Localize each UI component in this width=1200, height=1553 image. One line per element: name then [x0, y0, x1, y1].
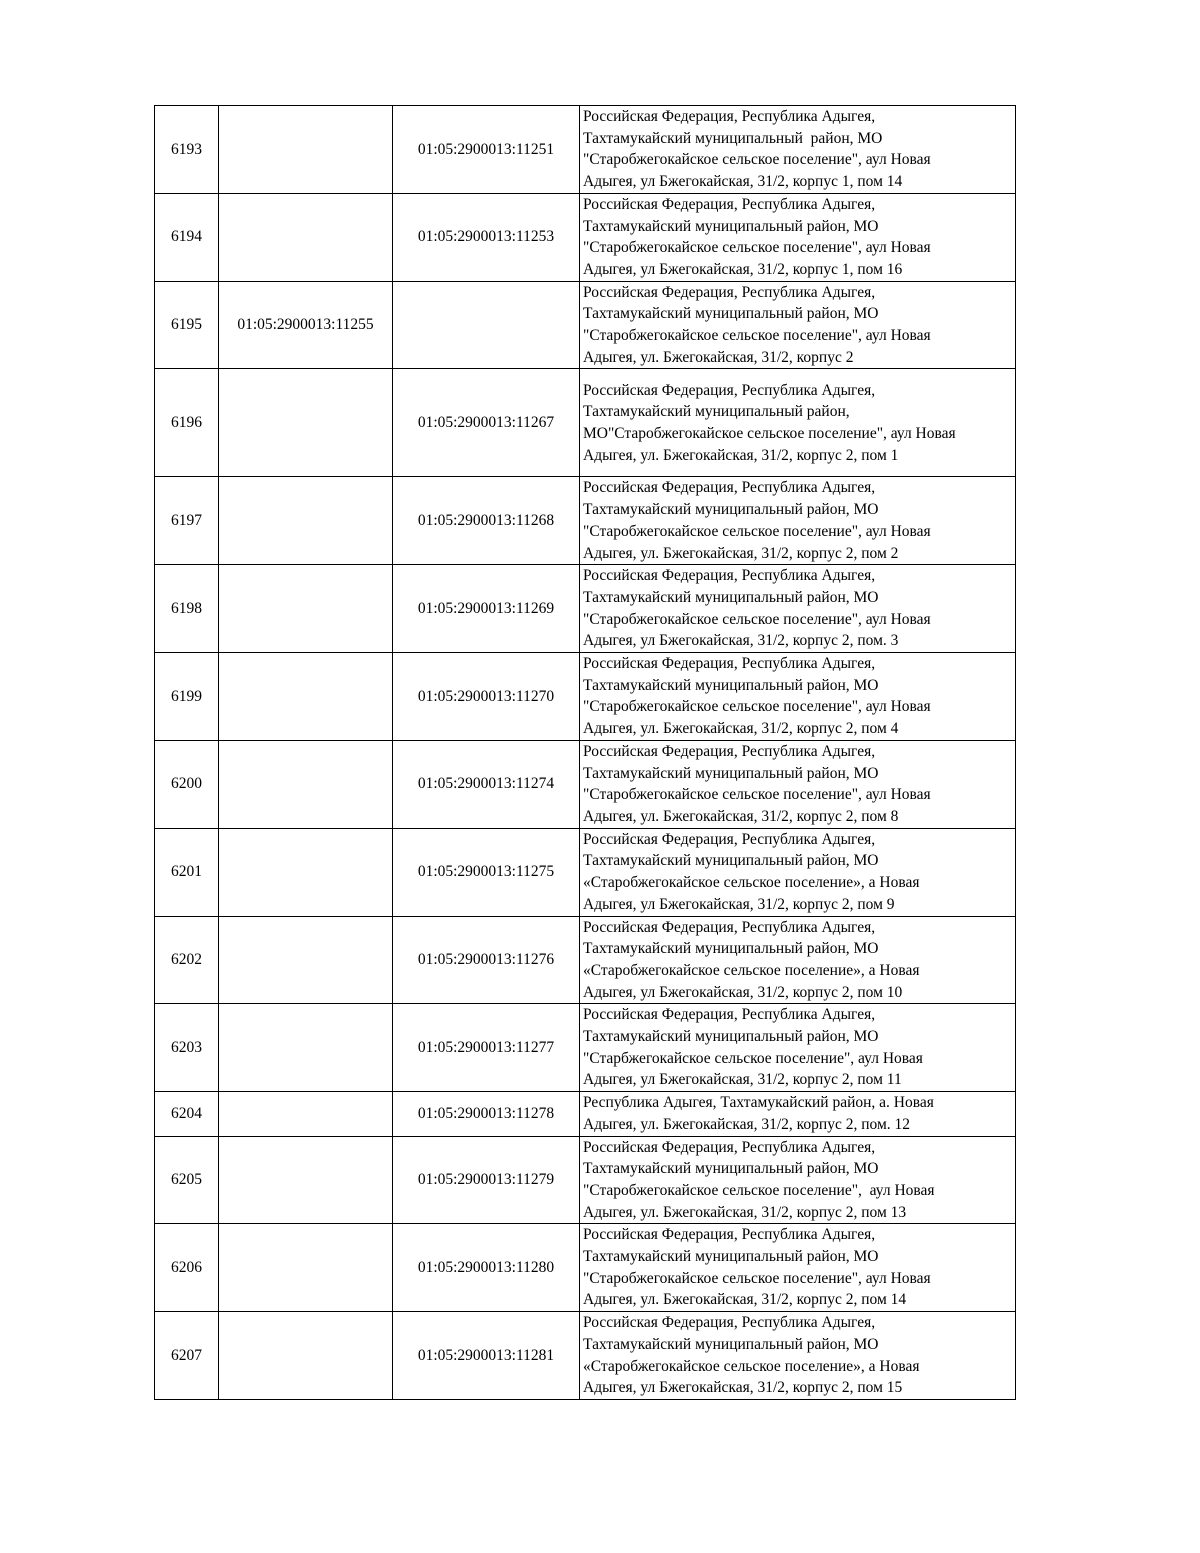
cadastral-number-primary	[219, 565, 393, 653]
registry-table	[154, 105, 1016, 1400]
address-cell	[580, 281, 1016, 369]
address-line: Адыгея, ул Бжегокайская, 31/2, корпус 1, пом 16	[583, 260, 903, 278]
address-line: Адыгея, ул Бжегокайская, 31/2, корпус 2, пом 15	[583, 1379, 903, 1397]
table-row	[155, 477, 1016, 565]
cadastral-number-primary	[219, 828, 393, 916]
address-cell	[580, 828, 1016, 916]
cadastral-number-primary	[219, 740, 393, 828]
address-cell	[580, 916, 1016, 1004]
address-line: Тахтамукайский муниципальный район, МО	[583, 676, 879, 694]
row-number: 6206	[155, 1224, 219, 1312]
row-number: 6195	[155, 281, 219, 369]
table-row	[155, 916, 1016, 1004]
address-line: Российская Федерация, Республика Адыгея,	[583, 567, 876, 585]
cadastral-number-primary	[219, 106, 393, 194]
address-line: Тахтамукайский муниципальный район, МО	[583, 588, 879, 606]
cadastral-number-primary	[219, 193, 393, 281]
cadastral-number-primary	[219, 369, 393, 477]
registry-table-body	[155, 106, 1016, 1400]
address-line: «Старобжегокайское сельское поселение», а Новая	[583, 874, 920, 892]
cadastral-number-premises: 01:05:2900013:11268	[393, 477, 580, 565]
address-line: "Старобжегокайское сельское поселение", аул Новая	[583, 1181, 935, 1199]
cadastral-number-premises: 01:05:2900013:11279	[393, 1136, 580, 1224]
table-row	[155, 1092, 1016, 1136]
address-line: "Старобжегокайское сельское поселение", аул Новая	[583, 786, 931, 804]
address-line: Российская Федерация, Республика Адыгея,	[583, 742, 876, 760]
address-line: Тахтамукайский муниципальный район, МО	[583, 1335, 879, 1353]
address-line: Адыгея, ул. Бжегокайская, 31/2, корпус 2	[583, 348, 854, 366]
row-number: 6202	[155, 916, 219, 1004]
address-line: Республика Адыгея, Тахтамукайский район, а. Новая	[583, 1094, 934, 1112]
cadastral-number-premises: 01:05:2900013:11253	[393, 193, 580, 281]
address-line: Адыгея, ул. Бжегокайская, 31/2, корпус 2, пом 1	[583, 446, 899, 464]
address-line: Адыгея, ул Бжегокайская, 31/2, корпус 2, пом. 3	[583, 632, 899, 650]
address-cell	[580, 565, 1016, 653]
address-line: Тахтамукайский муниципальный район, МО	[583, 1028, 879, 1046]
cadastral-number-premises: 01:05:2900013:11251	[393, 106, 580, 194]
address-line: Российская Федерация, Республика Адыгея,	[583, 655, 876, 673]
address-line: Тахтамукайский муниципальный район, МО	[583, 1160, 879, 1178]
address-line: МО"Старобжегокайское сельское поселение", аул Новая	[583, 424, 956, 442]
cadastral-number-premises: 01:05:2900013:11276	[393, 916, 580, 1004]
address-line: Тахтамукайский муниципальный район, МО	[583, 501, 879, 519]
cadastral-number-premises: 01:05:2900013:11274	[393, 740, 580, 828]
row-number: 6200	[155, 740, 219, 828]
row-number: 6197	[155, 477, 219, 565]
row-number: 6199	[155, 653, 219, 741]
row-number: 6205	[155, 1136, 219, 1224]
address-line: Российская Федерация, Республика Адыгея,	[583, 1006, 876, 1024]
row-number: 6207	[155, 1312, 219, 1400]
table-row	[155, 740, 1016, 828]
address-line: "Старобжегокайское сельское поселение", аул Новая	[583, 327, 931, 345]
table-row	[155, 369, 1016, 477]
address-cell	[580, 193, 1016, 281]
address-line: Российская Федерация, Республика Адыгея,	[583, 479, 876, 497]
cadastral-number-primary	[219, 1004, 393, 1092]
address-line: Российская Федерация, Республика Адыгея,	[583, 1138, 876, 1156]
address-cell	[580, 1004, 1016, 1092]
row-number: 6204	[155, 1092, 219, 1136]
address-line: Тахтамукайский муниципальный район, МО	[583, 940, 879, 958]
address-line: Адыгея, ул Бжегокайская, 31/2, корпус 1, пом 14	[583, 173, 903, 191]
cadastral-number-premises	[393, 281, 580, 369]
address-line: Российская Федерация, Республика Адыгея,	[583, 830, 876, 848]
cadastral-number-primary: 01:05:2900013:11255	[219, 281, 393, 369]
row-number: 6196	[155, 369, 219, 477]
table-row	[155, 1004, 1016, 1092]
address-line: "Старобжегокайское сельское поселение", аул Новая	[583, 698, 931, 716]
address-cell	[580, 1224, 1016, 1312]
address-line: Российская Федерация, Республика Адыгея,	[583, 1226, 876, 1244]
address-line: Российская Федерация, Республика Адыгея,	[583, 283, 876, 301]
address-line: Российская Федерация, Республика Адыгея,	[583, 918, 876, 936]
address-cell	[580, 106, 1016, 194]
address-line: Российская Федерация, Республика Адыгея,	[583, 108, 876, 125]
table-row	[155, 281, 1016, 369]
cadastral-number-primary	[219, 1312, 393, 1400]
row-number: 6198	[155, 565, 219, 653]
address-line: Адыгея, ул. Бжегокайская, 31/2, корпус 2, пом. 12	[583, 1115, 911, 1133]
address-line: Адыгея, ул. Бжегокайская, 31/2, корпус 2, пом 8	[583, 807, 899, 825]
table-row	[155, 1312, 1016, 1400]
address-line: Тахтамукайский муниципальный район, МО	[583, 852, 879, 870]
address-line: Российская Федерация, Республика Адыгея,	[583, 195, 876, 213]
address-line: «Старобжегокайское сельское поселение», а Новая	[583, 961, 920, 979]
row-number: 6194	[155, 193, 219, 281]
cadastral-number-premises: 01:05:2900013:11269	[393, 565, 580, 653]
address-cell	[580, 740, 1016, 828]
address-line: Российская Федерация, Республика Адыгея,	[583, 381, 876, 399]
row-number: 6193	[155, 106, 219, 194]
address-line: Адыгея, ул Бжегокайская, 31/2, корпус 2, пом 10	[583, 983, 903, 1001]
address-line: Адыгея, ул Бжегокайская, 31/2, корпус 2, пом 11	[583, 1071, 902, 1089]
cadastral-number-premises: 01:05:2900013:11267	[393, 369, 580, 477]
cadastral-number-primary	[219, 1136, 393, 1224]
address-line: Тахтамукайский муниципальный район, МО	[583, 129, 883, 147]
address-line: Тахтамукайский муниципальный район,	[583, 403, 850, 421]
address-cell	[580, 1312, 1016, 1400]
cadastral-number-premises: 01:05:2900013:11280	[393, 1224, 580, 1312]
address-line: «Старобжегокайское сельское поселение», а Новая	[583, 1357, 920, 1375]
table-row	[155, 565, 1016, 653]
cadastral-number-primary	[219, 477, 393, 565]
address-line: "Старобжегокайское сельское поселение", аул Новая	[583, 151, 931, 169]
address-line: Адыгея, ул Бжегокайская, 31/2, корпус 2, пом 9	[583, 895, 895, 913]
row-number: 6203	[155, 1004, 219, 1092]
address-cell	[580, 369, 1016, 477]
cadastral-number-primary	[219, 916, 393, 1004]
address-cell	[580, 653, 1016, 741]
address-line: "Старобжегокайское сельское поселение", аул Новая	[583, 522, 931, 540]
address-cell	[580, 477, 1016, 565]
address-line: "Старобжегокайское сельское поселение", аул Новая	[583, 610, 931, 628]
cadastral-number-premises: 01:05:2900013:11281	[393, 1312, 580, 1400]
address-line: "Старобжегокайское сельское поселение", аул Новая	[583, 239, 931, 257]
cadastral-number-primary	[219, 1224, 393, 1312]
cadastral-number-primary	[219, 1092, 393, 1136]
cadastral-number-primary	[219, 653, 393, 741]
table-row	[155, 1136, 1016, 1224]
address-line: "Старбжегокайское сельское поселение", аул Новая	[583, 1049, 923, 1067]
address-line: Адыгея, ул. Бжегокайская, 31/2, корпус 2, пом 2	[583, 544, 899, 562]
address-line: Адыгея, ул. Бжегокайская, 31/2, корпус 2, пом 4	[583, 720, 899, 738]
table-row	[155, 653, 1016, 741]
address-line: "Старобжегокайское сельское поселение", аул Новая	[583, 1269, 931, 1287]
table-row	[155, 828, 1016, 916]
cadastral-number-premises: 01:05:2900013:11270	[393, 653, 580, 741]
table-row	[155, 106, 1016, 194]
address-line: Тахтамукайский муниципальный район, МО	[583, 305, 879, 323]
cadastral-number-premises: 01:05:2900013:11275	[393, 828, 580, 916]
address-cell	[580, 1092, 1016, 1136]
address-cell	[580, 1136, 1016, 1224]
cadastral-number-premises: 01:05:2900013:11277	[393, 1004, 580, 1092]
address-line: Тахтамукайский муниципальный район, МО	[583, 217, 879, 235]
address-line: Адыгея, ул. Бжегокайская, 31/2, корпус 2, пом 14	[583, 1291, 907, 1309]
address-line: Тахтамукайский муниципальный район, МО	[583, 764, 879, 782]
address-line: Адыгея, ул. Бжегокайская, 31/2, корпус 2, пом 13	[583, 1203, 907, 1221]
address-line: Российская Федерация, Республика Адыгея,	[583, 1314, 876, 1332]
cadastral-number-premises: 01:05:2900013:11278	[393, 1092, 580, 1136]
address-line: Тахтамукайский муниципальный район, МО	[583, 1248, 879, 1266]
table-row	[155, 193, 1016, 281]
row-number: 6201	[155, 828, 219, 916]
table-row	[155, 1224, 1016, 1312]
